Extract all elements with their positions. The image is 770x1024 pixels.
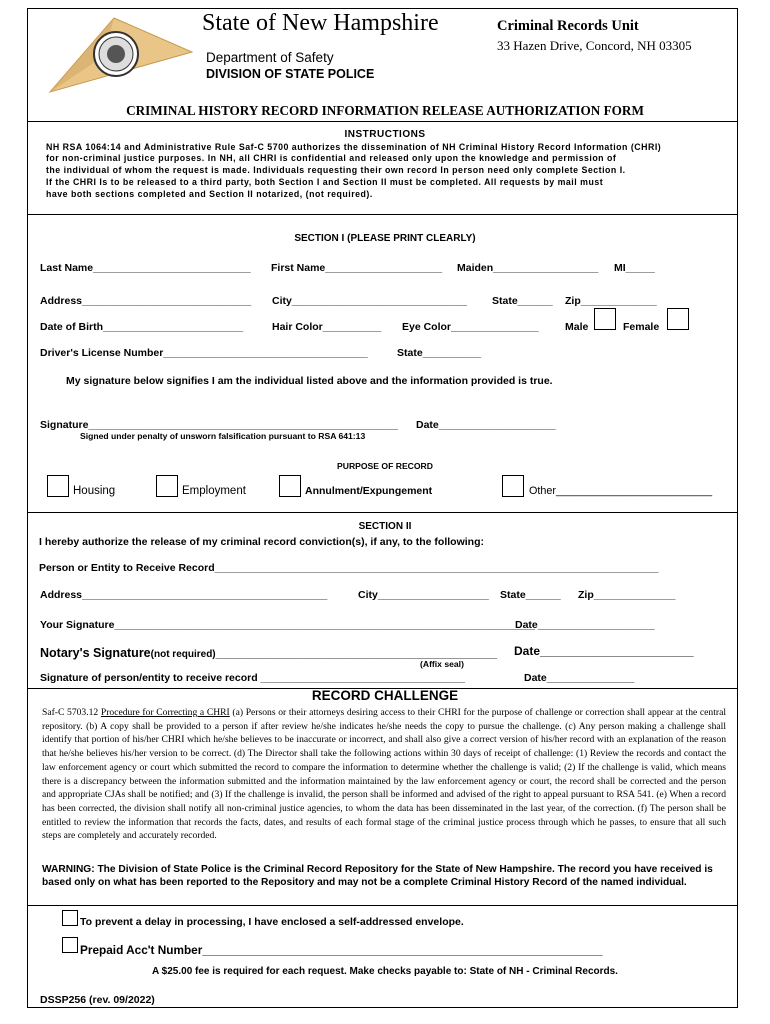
first-name-field[interactable]: First Name____________________ bbox=[271, 262, 443, 274]
form-id: DSSP256 (rev. 09/2022) bbox=[40, 994, 155, 1006]
license-state-field[interactable]: State__________ bbox=[397, 347, 482, 359]
housing-checkbox[interactable] bbox=[47, 475, 69, 497]
signature-date-field[interactable]: Date____________________ bbox=[416, 419, 556, 431]
department-name: Department of Safety bbox=[206, 50, 334, 65]
female-label: Female bbox=[623, 321, 660, 333]
penalty-note: Signed under penalty of unsworn falsification pursuant to RSA 641:13 bbox=[80, 431, 366, 441]
divider bbox=[27, 512, 738, 513]
housing-label: Housing bbox=[73, 485, 116, 497]
entity-zip-field[interactable]: Zip______________ bbox=[578, 589, 676, 601]
eye-color-field[interactable]: Eye Color_______________ bbox=[402, 321, 539, 333]
dob-field[interactable]: Date of Birth________________________ bbox=[40, 321, 244, 333]
entity-city-field[interactable]: City___________________ bbox=[358, 589, 489, 601]
employment-checkbox[interactable] bbox=[156, 475, 178, 497]
authorization-text: I hereby authorize the release of my criminal record conviction(s), if any, to the following: bbox=[39, 536, 484, 548]
instructions-line: NH RSA 1064:14 and Administrative Rule Saf-C 5700 authorizes the dissemination of NH Criminal History Record Information (CHRI) bbox=[46, 142, 662, 152]
rule-reference: Saf-C 5703.12 bbox=[42, 707, 99, 718]
maiden-name-field[interactable]: Maiden__________________ bbox=[457, 262, 599, 274]
annulment-checkbox[interactable] bbox=[279, 475, 301, 497]
entity-state-field[interactable]: State______ bbox=[500, 589, 561, 601]
affix-seal-note: (Affix seal) bbox=[420, 659, 464, 669]
state-police-logo bbox=[44, 12, 194, 94]
last-name-field[interactable]: Last Name___________________________ bbox=[40, 262, 251, 274]
entity-address-field[interactable]: Address__________________________________________ bbox=[40, 589, 328, 601]
prepaid-checkbox[interactable] bbox=[62, 937, 78, 953]
record-challenge-text bbox=[42, 706, 726, 843]
divider bbox=[27, 905, 738, 906]
notary-line: ______________________________________________ bbox=[215, 648, 498, 660]
other-checkbox[interactable] bbox=[502, 475, 524, 497]
purpose-heading: PURPOSE OF RECORD bbox=[337, 461, 433, 471]
notary-note: (not required) bbox=[150, 649, 216, 660]
unit-address: 33 Hazen Drive, Concord, NH 03305 bbox=[497, 38, 692, 53]
your-signature-date-field[interactable]: Date____________________ bbox=[515, 619, 655, 631]
divider bbox=[27, 121, 738, 122]
prepaid-account-field[interactable]: Prepaid Acc't Number_____________________________________________________________ bbox=[80, 943, 603, 957]
agency-name: State of New Hampshire bbox=[202, 10, 439, 36]
affirmation-text: My signature below signifies I am the individual listed above and the information provided is true. bbox=[66, 375, 553, 387]
receiver-date-field[interactable]: Date_______________ bbox=[524, 672, 635, 684]
instructions-line: the individual of whom the request is made. Individuals requesting their own record In person need only complete Section I. bbox=[46, 165, 626, 175]
employment-label: Employment bbox=[182, 485, 246, 497]
instructions-line: have both sections completed and Section II notarized, (not required). bbox=[46, 189, 373, 199]
annulment-label: Annulment/Expungement bbox=[305, 485, 433, 497]
female-checkbox[interactable] bbox=[667, 308, 689, 330]
city-field[interactable]: City______________________________ bbox=[272, 295, 468, 307]
middle-initial-field[interactable]: MI_____ bbox=[614, 262, 655, 274]
rule-title: Procedure for Correcting a CHRI bbox=[100, 707, 230, 718]
record-challenge-heading: RECORD CHALLENGE bbox=[311, 688, 459, 703]
divider bbox=[27, 214, 738, 215]
notary-label: Notary's Signature bbox=[40, 646, 151, 660]
envelope-checkbox[interactable] bbox=[62, 910, 78, 926]
envelope-label: To prevent a delay in processing, I have enclosed a self-addressed envelope. bbox=[80, 916, 464, 928]
section2-heading: SECTION II bbox=[358, 521, 412, 532]
zip-field[interactable]: Zip_____________ bbox=[565, 295, 657, 307]
receiver-signature-field[interactable]: Signature of person/entity to receive record ___________________________________ bbox=[40, 672, 465, 684]
male-label: Male bbox=[565, 321, 589, 333]
license-field[interactable]: Driver's License Number___________________________________ bbox=[40, 347, 368, 359]
form-title: CRIMINAL HISTORY RECORD INFORMATION RELEASE AUTHORIZATION FORM bbox=[126, 103, 644, 118]
state-field[interactable]: State______ bbox=[492, 295, 553, 307]
your-signature-field[interactable]: Your Signature________________________________________________________________________ bbox=[40, 619, 535, 631]
instructions-line: If the CHRI Is to be released to a third party, both Section I and Section II must be completed. All requests by mail must bbox=[46, 177, 604, 187]
fee-notice: A $25.00 fee is required for each request. Make checks payable to: State of NH - Criminal Records. bbox=[152, 966, 618, 977]
division-name: DIVISION OF STATE POLICE bbox=[206, 67, 375, 81]
signature-field[interactable]: Signature_____________________________________________________ bbox=[40, 419, 398, 431]
instructions-line: for non-criminal justice purposes. In NH, all CHRI is confidential and released only upon the knowledge and permission of bbox=[46, 153, 617, 163]
rule-body: (a) Persons or their attorneys desiring access to their CHRI for the purpose of challenge or correction shall appear at the central repository. (b) A copy shall be provided to a person if after review he/she indicates he/she needs the copy to pursue the challenge. (c) Any person making a challenge shall identify that portion of his/her CHRI which he/she believes to be inaccurate or incorrect, and shall also give a correct version of his/her record with an explanation of the reason that he/she believes his/her version to be correct. (d) The Director shall take the following actions within 30 days of receipt of challenge: (1) Review the records and contact the law enforcement agency or court which submitted the record to compare the information to determine whether the challenge is valid; (2) If the challenge is valid, which means there is a discrepancy between the information submitted and the information maintained by the law enforcement agency or court, the record shall be corrected and the person and appropriate CJAs shall be notified; and (3) If the challenge is invalid, the person shall be informed and advised of the right to appeal pursuant to RSA 541. (e) When a record has been corrected, the division shall notify all non-criminal justice agencies, to whom the data has been disseminated in the last year, of the correction. (f) The person shall be entitled to review the information that records the facts, dates, and results of each formal stage of the criminal justice process through which he passes, to ensure that all such steps are completely and accurately recorded. bbox=[42, 707, 726, 842]
hair-color-field[interactable]: Hair Color__________ bbox=[272, 321, 382, 333]
unit-name: Criminal Records Unit bbox=[497, 18, 639, 34]
address-field[interactable]: Address_____________________________ bbox=[40, 295, 252, 307]
other-field[interactable]: Other__________________________ bbox=[529, 485, 713, 497]
section1-heading: SECTION I (PLEASE PRINT CLEARLY) bbox=[294, 233, 476, 244]
instructions-heading: INSTRUCTIONS bbox=[344, 129, 426, 140]
notary-date-field[interactable]: Date_______________________ bbox=[514, 644, 694, 658]
male-checkbox[interactable] bbox=[594, 308, 616, 330]
entity-field[interactable]: Person or Entity to Receive Record____________________________________________________________________________ bbox=[39, 562, 659, 574]
warning-text: WARNING: The Division of State Police is the Criminal Record Repository for the State of New Hampshire. The record you have received is based only on what has been reported to the Repository and may not be a complete Criminal History Record of the named individual. bbox=[42, 864, 713, 888]
